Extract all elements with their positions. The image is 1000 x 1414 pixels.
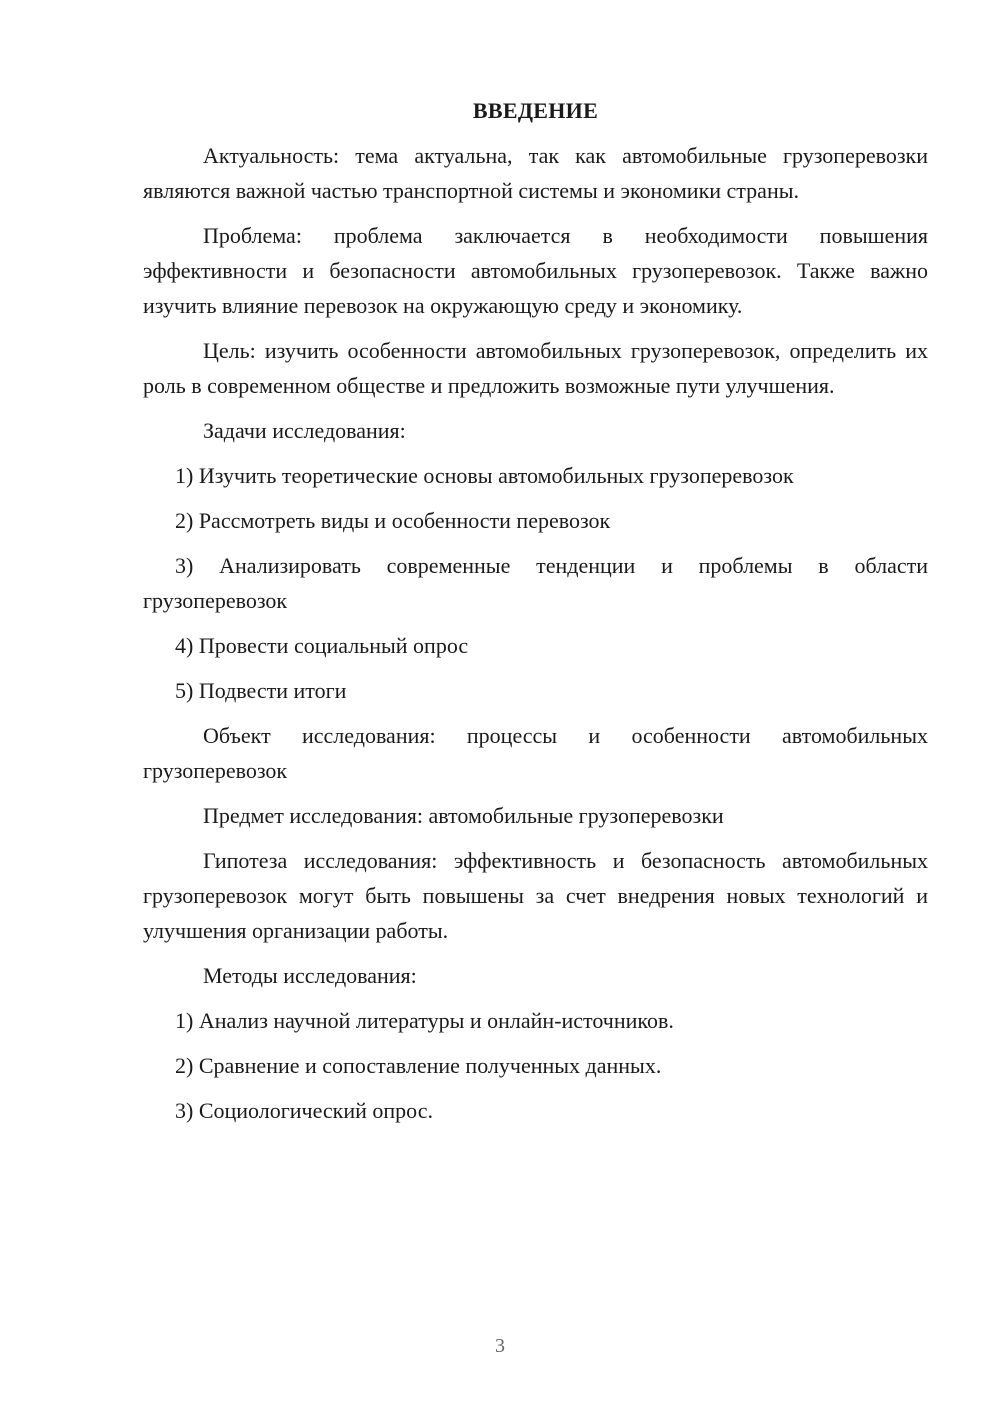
document-body [143,93,928,1138]
subject-paragraph: Предмет исследования: автомобильные грузоперевозки [203,803,724,828]
goal-paragraph: Цель: изучить особенности автомобильных грузоперевозок, определить их роль в современном обществе и предложить возможные пути улучшения. [143,338,928,398]
method-item: 3) Социологический опрос. [175,1098,433,1123]
page-title: ВВЕДЕНИЕ [472,98,599,123]
task-item: 3) Анализировать современные тенденции и проблемы в области грузоперевозок [143,553,928,613]
task-item: 4) Провести социальный опрос [175,633,469,658]
object-paragraph: Объект исследования: процессы и особенности автомобильных грузоперевозок [143,723,928,783]
method-item: 2) Сравнение и сопоставление полученных данных. [175,1053,662,1078]
page-number: 3 [495,1335,505,1357]
method-item: 1) Анализ научной литературы и онлайн-источников. [175,1008,674,1033]
task-item: 5) Подвести итоги [175,678,347,703]
tasks-heading: Задачи исследования: [203,418,406,443]
task-item: 1) Изучить теоретические основы автомобильных грузоперевозок [175,463,794,488]
task-item: 2) Рассмотреть виды и особенности перевозок [175,508,611,533]
problem-paragraph: Проблема: проблема заключается в необходимости повышения эффективности и безопасности автомобильных грузоперевозок. Также важно изучить влияние перевозок на окружающую среду и экономику. [143,223,928,318]
relevance-paragraph: Актуальность: тема актуальна, так как автомобильные грузоперевозки являются важной частью транспортной системы и экономики страны. [143,143,928,203]
methods-heading: Методы исследования: [203,963,417,988]
hypothesis-paragraph: Гипотеза исследования: эффективность и безопасность автомобильных грузоперевозок могут быть повышены за счет внедрения новых технологий и улучшения организации работы. [143,848,928,943]
